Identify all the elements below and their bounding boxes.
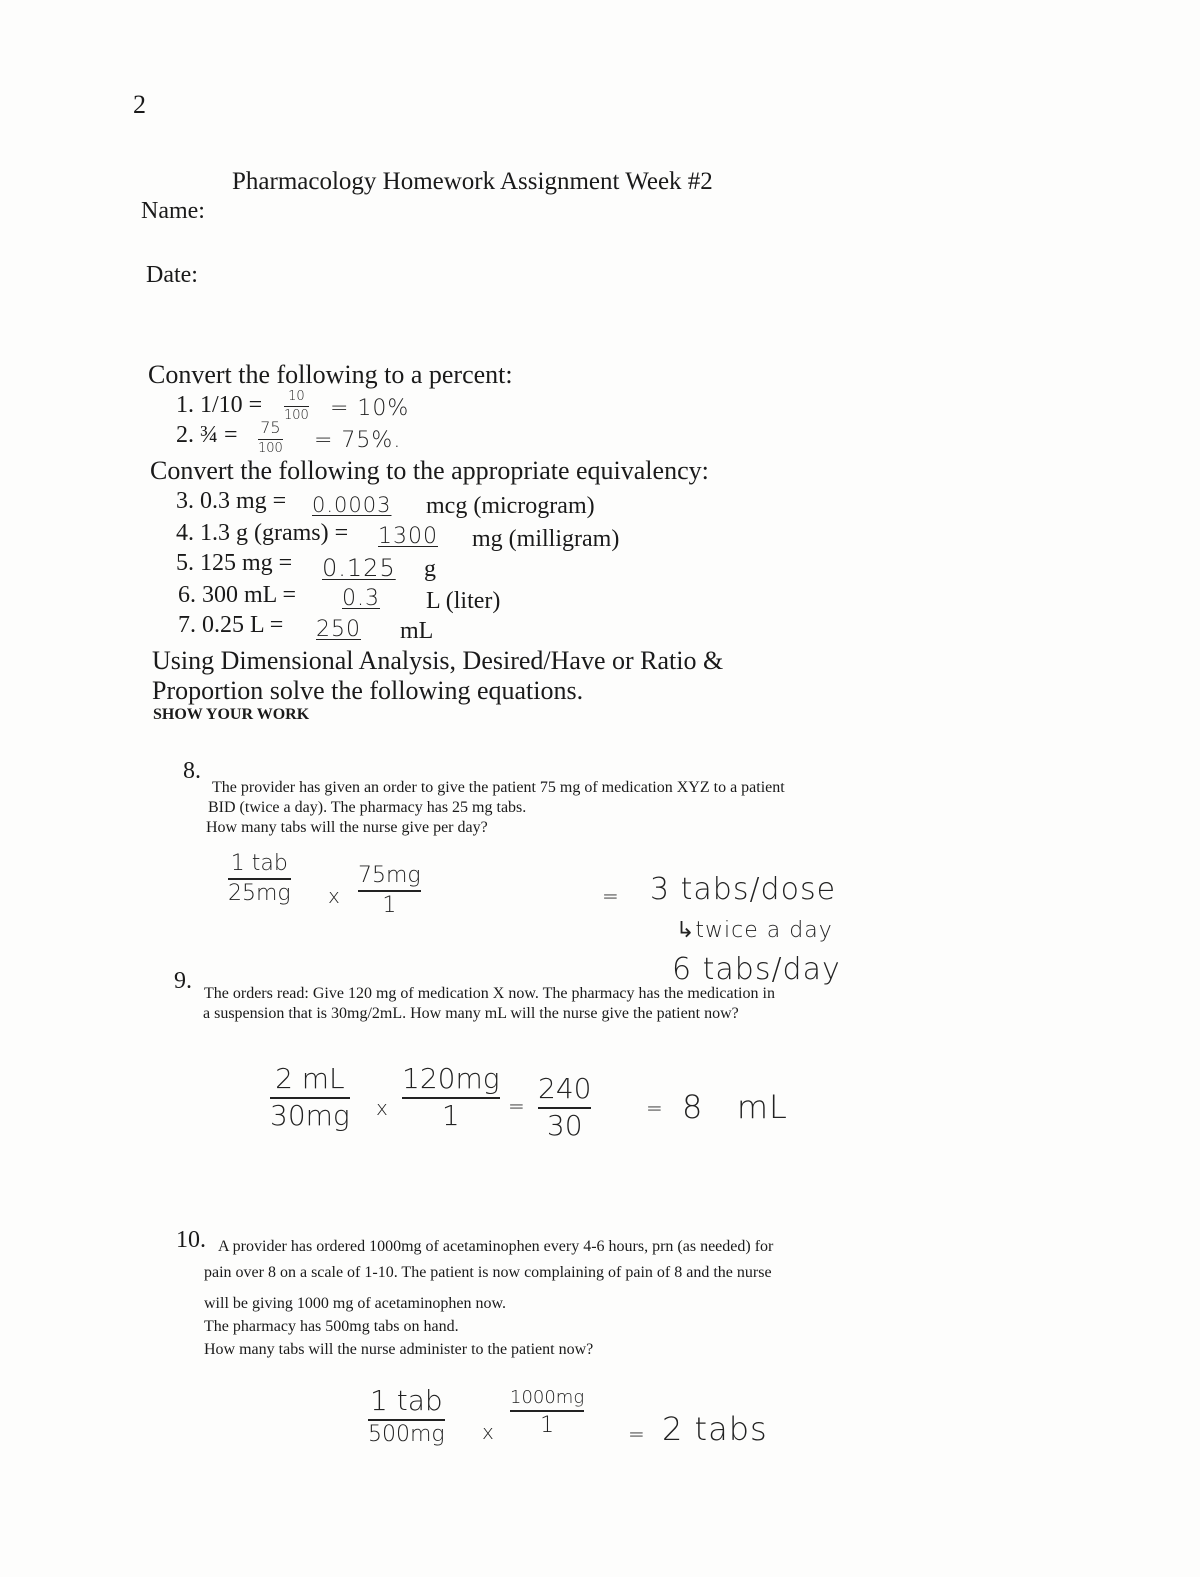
fraction-bar (368, 1419, 445, 1421)
p8-answer-twice: ↳twice a day (676, 918, 833, 943)
problem10-number: 10. (176, 1227, 206, 1253)
page-number: 2 (133, 90, 146, 119)
section1-heading: Convert the following to a percent: (148, 360, 513, 389)
problem8-number: 8. (183, 758, 201, 784)
fraction-bar (358, 890, 421, 892)
item3-unit: mcg (microgram) (426, 493, 595, 519)
item1-denominator: 100 (284, 408, 309, 424)
item1-answer: = 10% (330, 396, 410, 421)
p10-f2-numerator: 1000mg (510, 1387, 585, 1408)
section3-heading-line2: Proportion solve the following equations. (152, 676, 584, 705)
item7-unit: mL (400, 618, 434, 644)
p9-fraction1 (270, 1064, 350, 1132)
p9-fraction3 (538, 1074, 591, 1142)
item5-answer: 0.125 (322, 554, 396, 582)
item7-question: 7. 0.25 L = (178, 612, 284, 638)
fraction-bar (510, 1410, 584, 1412)
item1-fraction (284, 390, 309, 424)
p10-times: x (482, 1420, 495, 1444)
problem9-line2: a suspension that is 30mg/2mL. How many mL will the nurse give the patient now? (203, 1005, 739, 1022)
p9-f1-numerator: 2 mL (275, 1062, 345, 1095)
p8-f1-denominator: 25mg (228, 881, 291, 907)
item6-unit: L (liter) (426, 588, 501, 614)
item3-question: 3. 0.3 mg = (176, 488, 287, 514)
problem10-line1: A provider has ordered 1000mg of acetaminophen every 4-6 hours, prn (as needed) for (218, 1238, 774, 1255)
item1-question: 1. 1/10 = (176, 392, 263, 418)
section3-heading-line1: Using Dimensional Analysis, Desired/Have or Ratio & (152, 646, 724, 675)
p8-fraction2 (358, 864, 421, 918)
problem8-line2: BID (twice a day). The pharmacy has 25 mg tabs. (208, 799, 527, 816)
p9-f3-numerator: 240 (538, 1072, 592, 1105)
item2-question: 2. ¾ = (176, 422, 238, 448)
item4-unit: mg (milligram) (472, 526, 620, 552)
item2-denominator: 100 (258, 440, 283, 456)
p9-f1-denominator: 30mg (270, 1098, 350, 1132)
fraction-bar (228, 878, 291, 880)
problem10-line3: will be giving 1000 mg of acetaminophen now. (204, 1295, 507, 1312)
p9-times: x (376, 1096, 389, 1120)
p9-fraction2 (402, 1064, 500, 1132)
item1-numerator: 10 (288, 389, 305, 404)
p9-equals2: = (646, 1096, 664, 1120)
p10-fraction1 (368, 1386, 445, 1447)
problem8-line1: The provider has given an order to give the patient 75 mg of medication XYZ to a patient (212, 779, 785, 796)
p10-f1-denominator: 500mg (368, 1421, 445, 1447)
p10-answer: 2 tabs (662, 1410, 768, 1448)
item2-answer: = 75%. (314, 428, 402, 453)
p8-equals: = (602, 884, 620, 908)
p10-f1-numerator: 1 tab (370, 1384, 443, 1417)
show-your-work: SHOW YOUR WORK (153, 706, 310, 723)
item4-question: 4. 1.3 g (grams) = (176, 520, 349, 546)
p9-f2-numerator: 120mg (402, 1062, 500, 1095)
p8-f1-numerator: 1 tab (230, 851, 288, 876)
item5-unit: g (424, 556, 436, 582)
item3-answer: 0.0003 (312, 493, 392, 517)
date-label: Date: (146, 262, 198, 288)
item7-answer: 250 (316, 617, 361, 642)
section2-heading: Convert the following to the appropriate equivalency: (150, 456, 709, 485)
p8-f2-denominator: 1 (382, 893, 397, 919)
p8-answer-per-dose: 3 tabs/dose (650, 872, 837, 907)
p10-f2-denominator: 1 (540, 1412, 555, 1438)
p10-equals: = (628, 1422, 646, 1446)
problem10-line5: How many tabs will the nurse administer to the patient now? (204, 1341, 594, 1358)
item2-numerator: 75 (260, 418, 281, 437)
p8-answer-per-day: 6 tabs/day (672, 952, 841, 987)
p8-fraction1 (228, 852, 291, 906)
item4-answer: 1300 (378, 524, 438, 549)
p10-fraction2 (510, 1388, 584, 1438)
item2-fraction (258, 419, 283, 456)
fraction-bar (284, 406, 309, 407)
item5-question: 5. 125 mg = (176, 550, 293, 576)
problem9-line1: The orders read: Give 120 mg of medication X now. The pharmacy has the medication in (204, 985, 775, 1002)
name-label: Name: (141, 198, 205, 224)
problem8-line3: How many tabs will the nurse give per day? (206, 819, 488, 836)
fraction-bar (258, 439, 283, 440)
p9-f3-denominator: 30 (546, 1108, 583, 1142)
p9-answer: 8 mL (682, 1088, 788, 1126)
page-title: Pharmacology Homework Assignment Week #2 (232, 168, 713, 195)
problem10-line4: The pharmacy has 500mg tabs on hand. (204, 1318, 459, 1335)
p9-f2-denominator: 1 (441, 1098, 460, 1132)
p9-equals1: = (508, 1094, 526, 1118)
p8-times: x (328, 884, 341, 908)
item6-question: 6. 300 mL = (178, 582, 296, 608)
item6-answer: 0.3 (342, 586, 380, 611)
problem9-number: 9. (174, 968, 192, 994)
problem10-line2: pain over 8 on a scale of 1-10. The patient is now complaining of pain of 8 and the nurse (204, 1264, 772, 1281)
p8-f2-numerator: 75mg (358, 863, 421, 888)
